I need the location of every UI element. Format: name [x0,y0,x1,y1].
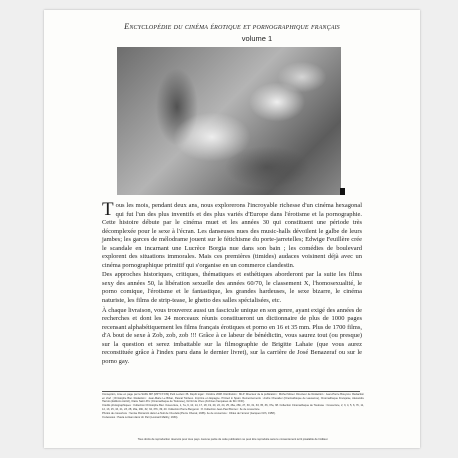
article-body [102,199,362,367]
credits-block [102,393,364,420]
paragraph-2-text: Des approches historiques, critiques, thématiques et esthétiques aborderont par la suite les films sexy des années 50, la libération sexuelle des années 60/70, le classement X, l'homosexualité, le porno comique, l'érotisme et le fantastique, les grandes hardeuses, le sexe bizarre, le cinéma naturiste, les films de strip-tease, le ghetto des salles spécialisées, etc. [102,271,362,305]
article-paragraph [102,199,362,270]
photo-credit-mark-icon [340,188,345,195]
paragraph-1-text: ous les mois, pendant deux ans, nous explorerons l'incroyable richesse d'un cinéma hexagonal qui fut l'un des plus inventifs et des plus variés d'Europe dans l'érotisme et la pornographie. Cette histoire débute par le cinéma muet et les années 30 qui constituent une période très décomplexée pour le sexe à l'écran. Les danseuses nues des music-halls dévoilent le galbe de leurs jambes; les garces de mélodrame jouent sur le fétichisme du porte-jarretelles; Edwige Feuillère crée le scandale en incarnant une Lucrèce Borgia nue dans son bain ; les comédies de boulevard explorent des situations immorales. Mais ces premières (timides) audaces voisinent déjà avec un cinéma pornographique primitif qui s'organise en un commerce clandestin. [102,202,362,269]
credits-line: Ci-dessous : Paula Lorisan dans Un Pari (Léonard Maltiry, 1934). [102,416,179,420]
page-title: Encyclopédie du cinéma érotique et pornographique français [124,22,340,31]
document-page [44,10,420,448]
credits-line: Photos de couverture : Venise Romanzo dans La Nuit de l'Au-delà (Pierre Chenal, 1936). 4e de couverture : Cibles de l'amour (Jacques Orth, 1958). [102,411,276,415]
photo-image [117,47,341,195]
copyright-footer: Tous droits de reproduction réservés pour tous pays. Aucune partie de cette publication ne peut être reproduite sans le consentement écrit préalable de l'éditeur. [137,438,329,441]
credits-line: Crédits photographiques : Collection Christophe Bier. Couverture, 1, 7a, 9, 10, 14, 17, 18, 19, 20, 22, 24, 25, 26a, 26b, 27, 30, 31, 33, 35, 36, 37a, 38. Collection Cinémathèque de Toulouse : Couverture, 2, 3, 4, 5, 6, 7b, 11, 12, 13, 15, 16, 21, 23, 28, 29a, 29b, 32, 34, 37b, 39, 40. Collection Pierre Bergeron : 8. Collection Jean-Paul Bonnet : 3e de couverture. [102,404,364,411]
credits-line: Conception, mise en page par la SARL MP (MP 5 P.CIS) Petit Leclerc 36. Dépôt légal : Octobre 2008. Distribution : MLP. Directeur de la publication : Michel Moser. Directeur de Rédaction : Jean-Pierre Bouyxou. Rédaction en chef : Christophe Bier. Rédaction : Jean-Marie Le Bihan, Pascal Tordeux. Imprimé en Espagne. Printed in Spain. Remerciements : André Chevalier (Cinémathèque de Lausanne), Cinémathèque Française, Alexandre Harrois (Éditions Astrid), Claire Saint-Prix (Cinémathèque de Toulouse), Gil Gil de Vries (Archives françaises du film CNC). [102,393,364,404]
volume-label: volume 1 [241,34,273,43]
dropcap: T [102,199,114,220]
divider [102,391,360,392]
paragraph-3-text: À chaque livraison, vous trouverez aussi un fascicule unique en son genre, ayant exigé des années de recherches et dont les 24 morceaux réunis constitueront un dictionnaire de plus de 1000 pages recensant alphabétiquement les films français érotiques et porno en 16 et 35 mm. Plus de 1700 films, d'A bout de sexe à Zob, zob, zob !!! Grâce à ce labeur de bénédictin, vous saurez tout (ou presque) sur la question et serez imbattable sur la filmographie de Brigitte Lahaie (que vous aurez reconstituée grâce à l'index paru dans le dernier livret), sur la carrière de José Benazeraf ou sur le porno gay. [102,306,362,365]
